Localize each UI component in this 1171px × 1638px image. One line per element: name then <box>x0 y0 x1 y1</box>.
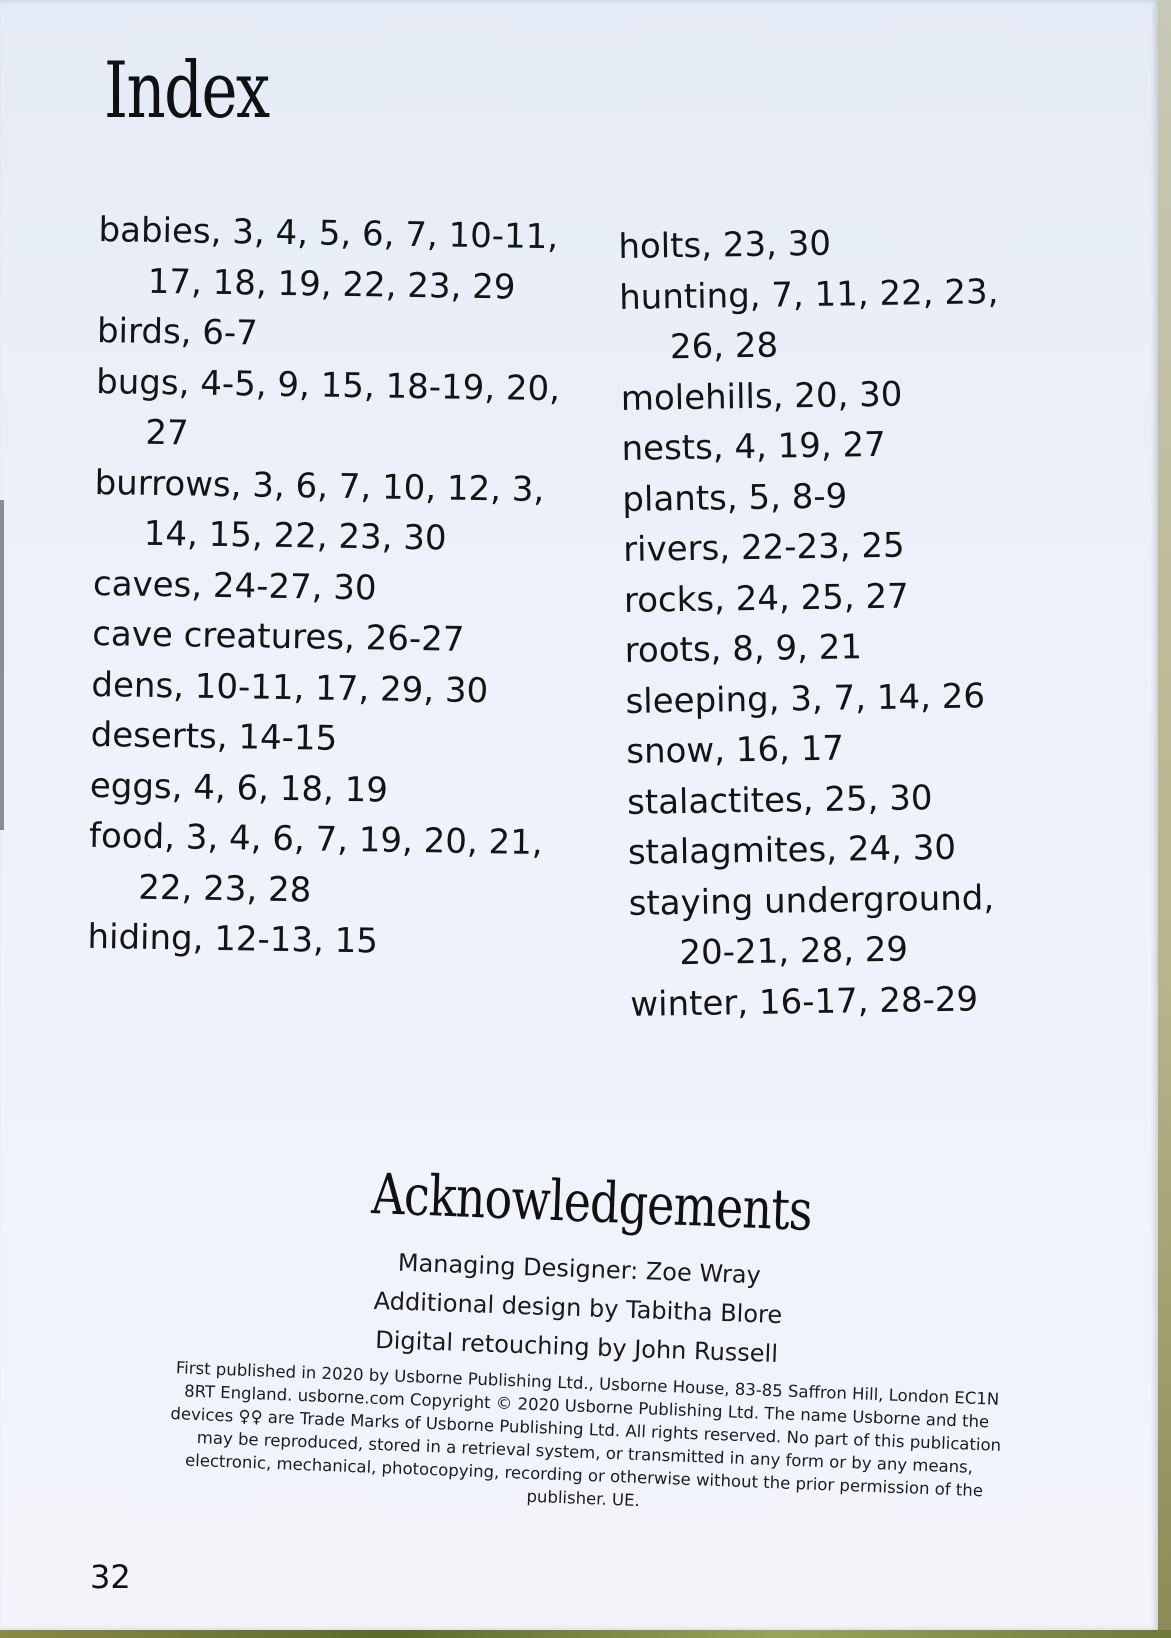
index-entry: birds, 6-7 <box>96 310 259 354</box>
index-entry: cave creatures, 26-27 <box>91 613 465 660</box>
index-entry: hiding, 12-13, 15 <box>87 916 379 962</box>
index-entry: rocks, 24, 25, 27 <box>623 575 910 621</box>
index-entry: food, 3, 4, 6, 7, 19, 20, 21, 22, 23, 28 <box>88 815 543 910</box>
index-entry: snow, 16, 17 <box>626 728 845 772</box>
page-bottom-edge <box>0 1630 1171 1638</box>
index-entry: rivers, 22-23, 25 <box>622 525 905 570</box>
index-entry: molehills, 20, 30 <box>620 374 903 419</box>
index-entry: winter, 16-17, 28-29 <box>629 978 979 1025</box>
index-entry: burrows, 3, 6, 7, 10, 12, 3, 14, 15, 22, 23, 30 <box>94 462 545 559</box>
index-entry: stalactites, 25, 30 <box>626 777 933 823</box>
index-title: Index <box>104 46 269 136</box>
credit-line: Additional design by Tabitha Blore <box>373 1286 783 1330</box>
index-entry: stalagmites, 24, 30 <box>627 827 957 873</box>
binding-shadow <box>0 500 4 830</box>
index-right-column <box>618 214 1131 1030</box>
index-entry: hunting, 7, 11, 22, 23, 26, 28 <box>618 271 999 368</box>
index-left-column <box>87 205 599 970</box>
index-entry: bugs, 4-5, 9, 15, 18-19, 20, 27 <box>95 361 561 454</box>
index-entry: nests, 4, 19, 27 <box>621 424 887 469</box>
credit-line: Managing Designer: Zoe Wray <box>397 1248 762 1290</box>
index-entry: caves, 24-27, 30 <box>92 563 377 608</box>
credits <box>326 1241 830 1375</box>
index-entry: sleeping, 3, 7, 14, 26 <box>625 675 986 722</box>
index-entry: staying underground, 20-21, 28, 29 <box>628 877 995 974</box>
index-entry: plants, 5, 8-9 <box>622 475 848 520</box>
index-entry: deserts, 14-15 <box>90 714 338 759</box>
index-entry: roots, 8, 9, 21 <box>624 627 863 671</box>
index-entry: dens, 10-11, 17, 29, 30 <box>91 664 489 711</box>
index-entry: eggs, 4, 6, 18, 19 <box>89 765 389 811</box>
credit-line: Digital retouching by John Russell <box>374 1325 779 1368</box>
legal-notice: First published in 2020 by Usborne Publishing Ltd., Usborne House, 83-85 Saffron Hill, London EC1N 8RT England. usborne.com Copyright © 2020 Usborne Publishing Ltd. The name Usborne and the devices ♀♀ are Trade Marks of Usborne Publishing Ltd. All rights reserved. No part of this publication may be reproduced, stored in a retrieval system, or transmitted in any form or by any means, electronic, mechanical, photocopying, recording or otherwise without the prior permission of the publisher. UE. <box>170 1358 1002 1511</box>
facing-page-edge <box>1158 0 1171 1638</box>
page-number: 32 <box>90 1558 131 1596</box>
acknowledgements-title: Acknowledgements <box>370 1162 813 1244</box>
index-entry: babies, 3, 4, 5, 6, 7, 10-11, 17, 18, 19, 22, 23, 29 <box>98 209 559 308</box>
index-entry: holts, 23, 30 <box>618 223 832 267</box>
